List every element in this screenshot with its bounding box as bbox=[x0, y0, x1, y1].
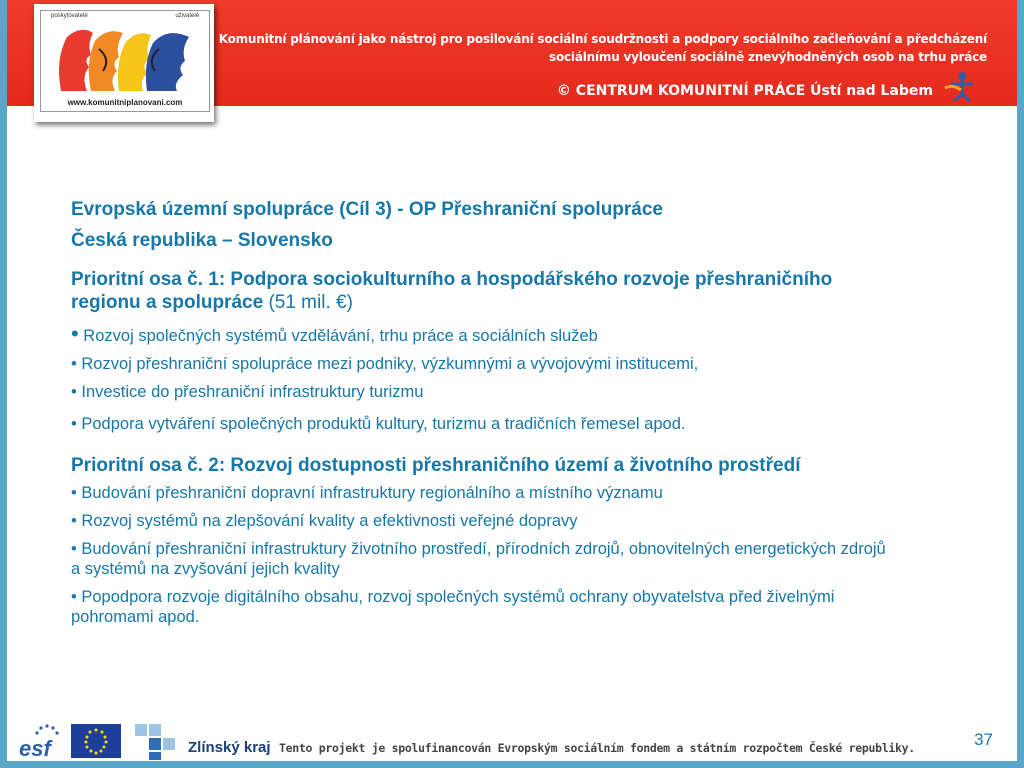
esf-label: esf bbox=[19, 736, 51, 758]
header-title-line2: sociálnímu vyloučení sociálně znevýhodněných osob na trhu práce bbox=[549, 50, 987, 64]
bullet-icon: • bbox=[71, 383, 77, 401]
footer bbox=[7, 714, 1017, 768]
esf-logo-icon bbox=[17, 722, 63, 758]
priority-axis-1-amount: (51 mil. €) bbox=[268, 292, 353, 313]
list-item: • Rozvoj společných systémů vzdělávání, trhu práce a sociálních služeb bbox=[71, 321, 598, 346]
bullet-icon: • bbox=[71, 484, 77, 502]
zlin-region-logo-icon bbox=[135, 724, 179, 760]
komunitni-planovani-logo bbox=[34, 4, 214, 122]
logo-label-users: uživatelé bbox=[175, 13, 199, 19]
list-item: • Rozvoj systémů na zlepšování kvality a efektivnosti veřejné dopravy bbox=[71, 512, 578, 530]
list-item: • Budování přeshraniční dopravní infrastruktury regionálního a místního významu bbox=[71, 484, 663, 502]
bullet-icon: • bbox=[71, 588, 77, 606]
bullet-icon: • bbox=[71, 512, 77, 530]
list-item: • Rozvoj přeshraniční spolupráce mezi podniky, výzkumnými a vývojovými institucemi, bbox=[71, 355, 699, 373]
logo-url: www.komunitniplanovani.com bbox=[67, 98, 183, 107]
community-work-logo-icon bbox=[943, 70, 981, 102]
list-item: • Popodpora rozvoje digitálního obsahu, rozvoj společných systémů ochrany obyvatelstva před živelnými pohromami apod. bbox=[71, 588, 835, 626]
priority-axis-2-heading: Prioritní osa č. 2: Rozvoj dostupnosti přeshraničního území a životního prostředí bbox=[71, 455, 801, 476]
title-line-2: Česká republika – Slovensko bbox=[71, 230, 333, 251]
list-item: • Investice do přeshraniční infrastruktury turizmu bbox=[71, 383, 424, 401]
bullet-icon: • bbox=[71, 415, 77, 433]
copyright-text: © CENTRUM KOMUNITNÍ PRÁCE Ústí nad Labem bbox=[556, 83, 933, 99]
bullet-icon: • bbox=[71, 321, 79, 346]
title-line-1: Evropská územní spolupráce (Cíl 3) - OP Přeshraniční spolupráce bbox=[71, 199, 663, 220]
header-title-line1: Komunitní plánování jako nástroj pro posilování sociální soudržnosti a podpory sociálního začleňování a předcházení bbox=[218, 32, 987, 46]
slide-content bbox=[71, 196, 971, 627]
bullet-icon: • bbox=[71, 540, 77, 558]
region-label: Zlínský kraj bbox=[188, 739, 271, 756]
eu-flag-icon bbox=[71, 724, 121, 758]
list-item: • Podpora vytváření společných produktů kultury, turizmu a tradičních řemesel apod. bbox=[71, 415, 686, 433]
page-number: 37 bbox=[974, 730, 993, 749]
list-item: • Budování přeshraniční infrastruktury životního prostředí, přírodních zdrojů, obnovitelných energetických zdrojů a systémů na zvyšování jejich kvality bbox=[71, 540, 886, 578]
cofinancing-note: Tento projekt je spolufinancován Evropským sociálním fondem a státním rozpočtem České republiky. bbox=[279, 741, 915, 755]
logo-label-providers: poskytovatelé bbox=[51, 13, 88, 19]
priority-axis-1-heading bbox=[71, 268, 851, 314]
priority-axis-1-text: Prioritní osa č. 1: Podpora sociokulturního a hospodářského rozvoje přeshraničního regionu a spolupráce bbox=[71, 269, 833, 313]
faces-logo-icon bbox=[41, 19, 209, 105]
bullet-icon: • bbox=[71, 355, 77, 373]
